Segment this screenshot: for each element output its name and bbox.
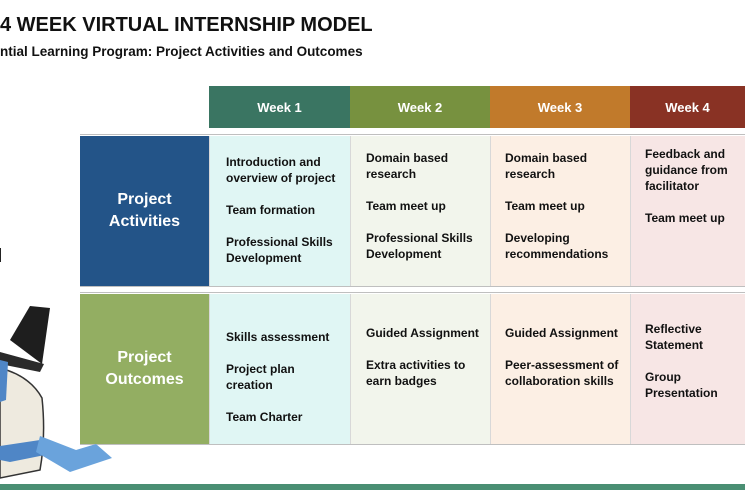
slide-title: 4 WEEK VIRTUAL INTERNSHIP MODEL: [0, 14, 373, 36]
slide-subtitle: ntial Learning Program: Project Activities and Outcomes: [0, 44, 363, 59]
list-item: Team meet up: [366, 199, 446, 213]
row-divider-middle-2: [80, 292, 745, 293]
week-header-2: Week 2: [350, 86, 490, 128]
cell-activities-week3: [490, 136, 630, 286]
week-header-1: Week 1: [209, 86, 350, 128]
list-item: Introduction and overview of project: [226, 155, 336, 185]
list-item: Team formation: [226, 203, 316, 217]
list-item: Domain based research: [366, 151, 449, 181]
shoe: [36, 436, 112, 472]
row-divider-top: [80, 134, 745, 135]
laptop-screen: [10, 306, 50, 364]
list-item: Feedback and guidance from facilitator: [645, 147, 728, 193]
list-item: Professional Skills Development: [226, 235, 333, 265]
list-item: Developing recommendations: [505, 231, 609, 261]
week-header-4: Week 4: [630, 86, 745, 128]
cell-outcomes-week4: [630, 294, 745, 444]
person-with-laptop-illustration: [0, 240, 140, 490]
list-item: Professional Skills Development: [366, 231, 473, 261]
list-item: Skills assessment: [226, 330, 330, 344]
list-item: Project plan creation: [226, 362, 295, 392]
list-item: Peer-assessment of collaboration skills: [505, 358, 619, 388]
list-item: Team meet up: [645, 211, 725, 225]
week-header-3: Week 3: [490, 86, 630, 128]
cell-activities-week4: [630, 136, 745, 286]
cell-activities-week2: [350, 136, 490, 286]
row-divider-middle: [80, 286, 745, 287]
list-item: Guided Assignment: [366, 326, 479, 340]
row-header-outcomes: Project Outcomes: [80, 294, 209, 444]
list-item: Extra activities to earn badges: [366, 358, 466, 388]
floor-line: [0, 484, 745, 490]
cell-outcomes-week3: [490, 294, 630, 444]
list-item: Group Presentation: [645, 370, 718, 400]
list-item: Domain based research: [505, 151, 588, 181]
cell-outcomes-week1: [209, 294, 350, 444]
list-item: Team Charter: [226, 410, 303, 424]
row-divider-bottom: [80, 444, 745, 445]
cell-activities-week1: [209, 136, 350, 286]
cell-outcomes-week2: [350, 294, 490, 444]
row-header-activities: Project Activities: [80, 136, 209, 286]
list-item: Team meet up: [505, 199, 585, 213]
list-item: Reflective Statement: [645, 322, 704, 352]
list-item: Guided Assignment: [505, 326, 618, 340]
